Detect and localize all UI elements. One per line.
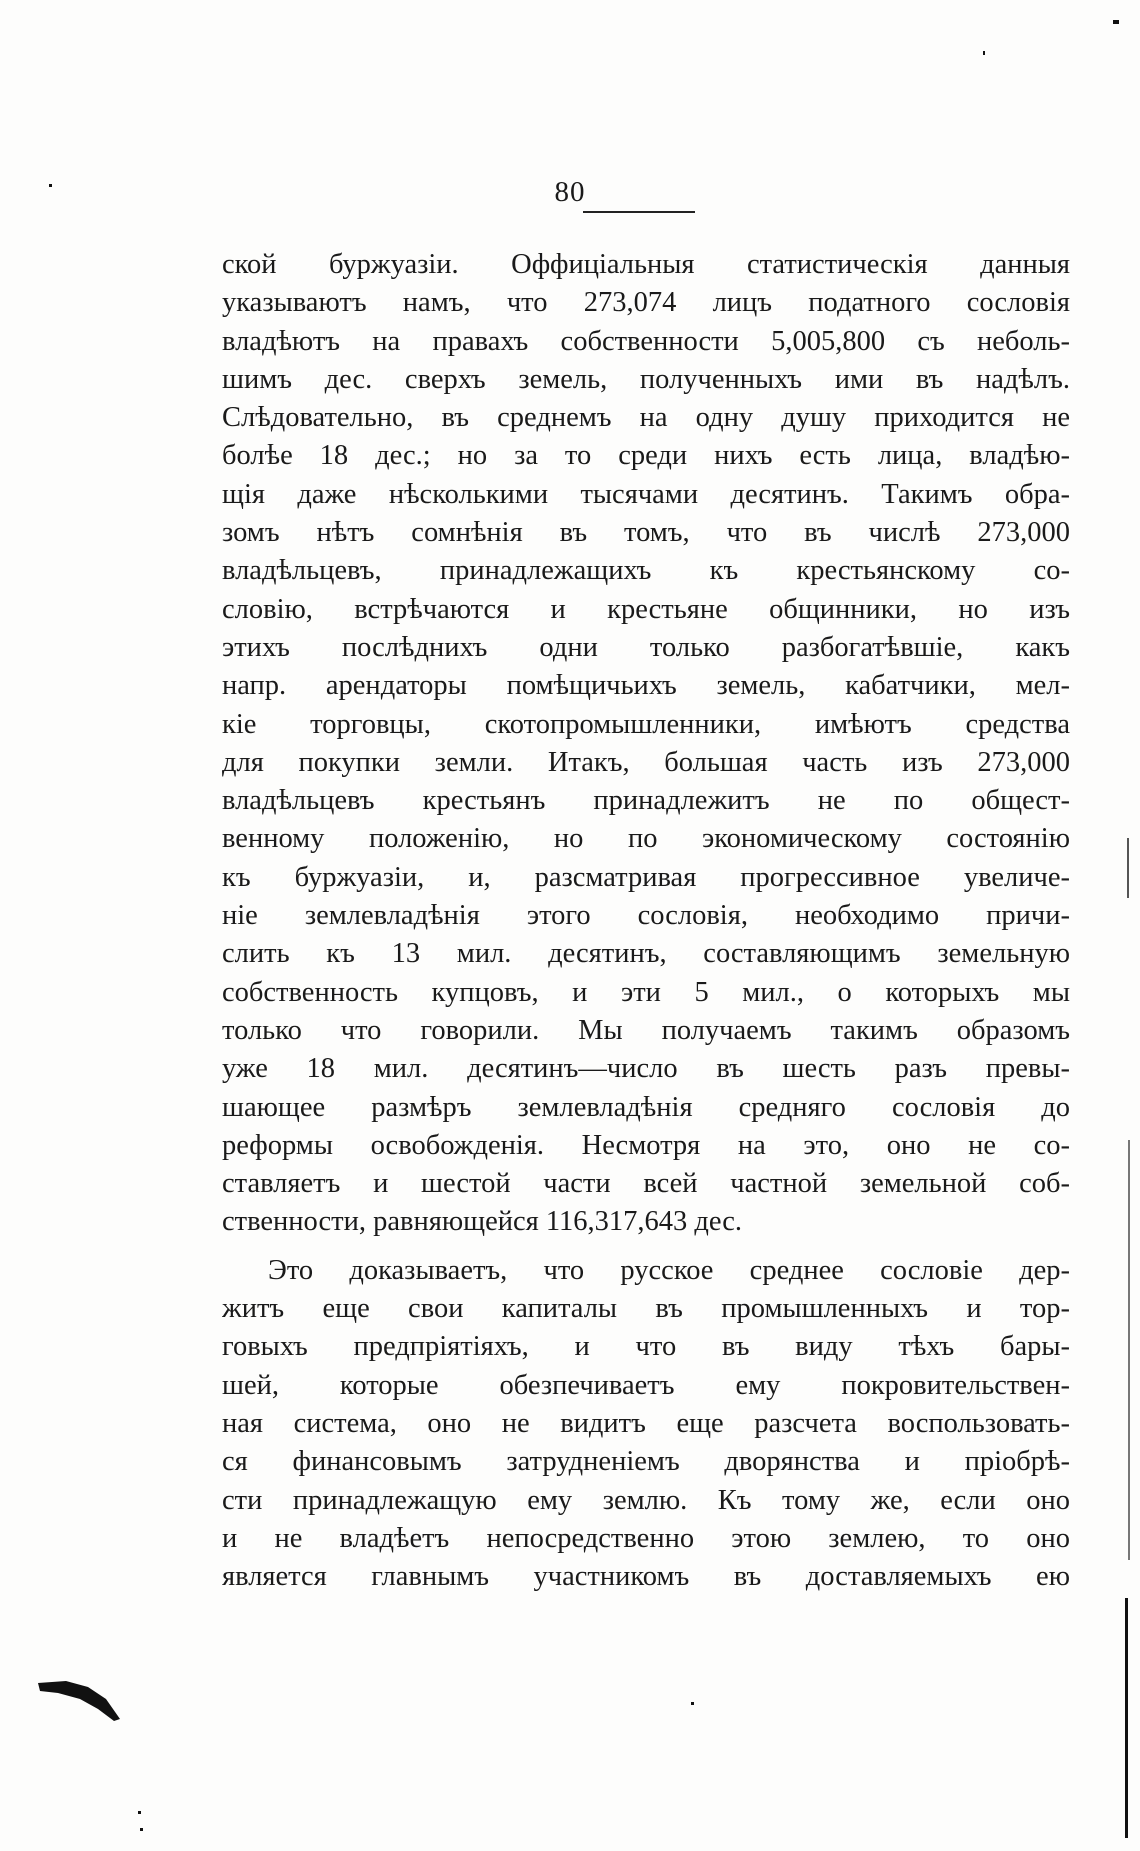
page-number: 80	[554, 176, 586, 208]
scan-speck	[1113, 20, 1119, 24]
text-line: для покупки земли. Итакъ, большая часть изъ 273,000	[222, 746, 1070, 778]
text-line: шающее размѣръ землевладѣнія средняго сословія до	[222, 1091, 1070, 1123]
text-line: собственность купцовъ, и эти 5 мил., о которыхъ мы	[222, 976, 1070, 1008]
scan-speck	[138, 1811, 141, 1814]
text-line: говыхъ предпріятіяхъ, и что въ виду тѣхъ бары-	[222, 1331, 1070, 1363]
text-line: венному положенію, но по экономическому состоянію	[222, 823, 1070, 855]
text-line: слить къ 13 мил. десятинъ, составляющимъ земельную	[222, 938, 1070, 970]
scan-speck	[140, 1828, 143, 1831]
body-text	[222, 246, 1070, 1596]
ink-smudge	[36, 1675, 124, 1725]
text-line: Слѣдовательно, въ среднемъ на одну душу приходится не	[222, 402, 1070, 434]
scan-speck	[691, 1702, 694, 1705]
text-line: только что говорили. Мы получаемъ такимъ образомъ	[222, 1014, 1070, 1046]
text-line: Это доказываетъ, что русское среднее сословіе дер-	[268, 1254, 1070, 1286]
text-line: является главнымъ участникомъ въ доставляемыхъ ею	[222, 1561, 1070, 1593]
text-line: сти принадлежащую ему землю. Къ тому же, если оно	[222, 1484, 1070, 1516]
text-line: владѣльцевъ крестьянъ принадлежитъ не по общест-	[222, 785, 1070, 817]
text-line: ственности, равняющейся 116,317,643 дес.	[222, 1206, 743, 1238]
text-line: ской буржуазіи. Оффиціальныя статистическія данныя	[222, 249, 1070, 280]
scan-edge-line	[1128, 1140, 1130, 1560]
text-line: къ буржуазіи, и, разсматривая прогрессивное увеличе-	[222, 861, 1070, 893]
paragraph-1	[222, 246, 1070, 1242]
text-line: владѣютъ на правахъ собственности 5,005,800 съ неболь-	[222, 325, 1070, 357]
text-line: зомъ нѣтъ сомнѣнія въ томъ, что въ числѣ 273,000	[222, 517, 1070, 549]
text-line: шимъ дес. сверхъ земель, полученныхъ ими въ надѣлъ.	[222, 363, 1070, 395]
text-line: владѣльцевъ, принадлежащихъ къ крестьянскому со-	[222, 555, 1070, 587]
scan-edge-line	[1127, 838, 1129, 898]
scan-speck	[983, 51, 985, 55]
text-line: ная система, оно не видитъ еще разсчета воспользовать-	[222, 1407, 1070, 1439]
text-line: указываютъ намъ, что 273,074 лицъ податного сословія	[222, 287, 1070, 319]
scan-speck	[49, 184, 52, 187]
text-line: щія даже нѣсколькими тысячами десятинъ. Такимъ обра-	[222, 478, 1070, 510]
text-line: словію, встрѣчаются и крестьяне общинники, но изъ	[222, 593, 1070, 625]
text-line: и не владѣетъ непосредственно этою землею, то оно	[222, 1522, 1070, 1554]
text-line: реформы освобожденія. Несмотря на это, оно не со-	[222, 1129, 1070, 1161]
header-rule	[583, 211, 695, 213]
text-line: ставляетъ и шестой части всей частной земельной соб-	[222, 1168, 1070, 1200]
scan-edge-line	[1125, 1598, 1128, 1838]
text-line: болѣе 18 дес.; но за то среди нихъ есть лица, владѣю-	[222, 440, 1070, 472]
paragraph-gap	[222, 1242, 1070, 1252]
paragraph-2	[222, 1252, 1070, 1597]
text-line: этихъ послѣднихъ одни только разбогатѣвшіе, какъ	[222, 631, 1070, 663]
text-line: уже 18 мил. десятинъ—число въ шесть разъ превы-	[222, 1053, 1070, 1085]
text-line: житъ еще свои капиталы въ промышленныхъ и тор-	[222, 1293, 1070, 1325]
text-line: ніе землевладѣнія этого сословія, необходимо причи-	[222, 900, 1070, 932]
text-line: напр. арендаторы помѣщичьихъ земель, кабатчики, мел-	[222, 670, 1070, 702]
text-line: ся финансовымъ затрудненіемъ дворянства и пріобрѣ-	[222, 1446, 1070, 1478]
text-line: кіе торговцы, скотопромышленники, имѣютъ средства	[222, 708, 1070, 740]
text-line: шей, которые обезпечиваетъ ему покровительствен-	[222, 1369, 1070, 1401]
